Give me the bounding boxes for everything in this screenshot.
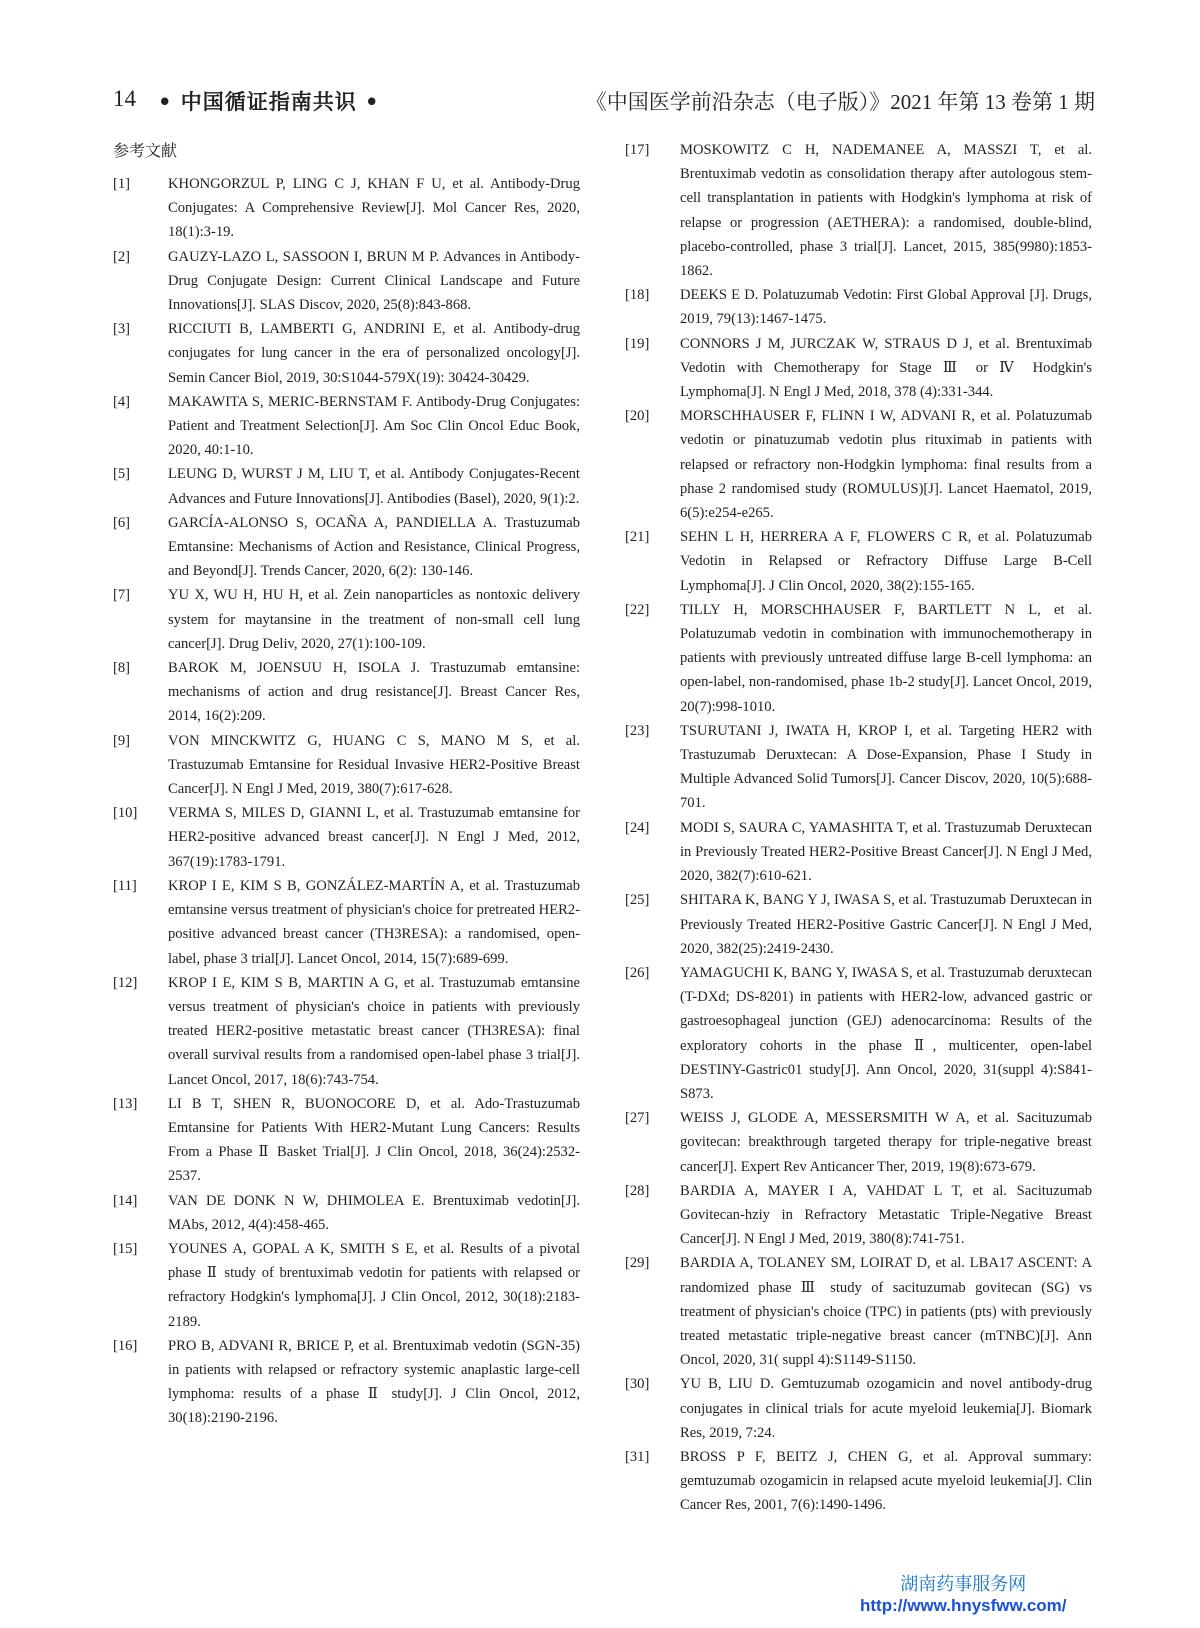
reference-item: [113, 1334, 580, 1431]
reference-number: [21]: [625, 529, 650, 546]
reference-number: [4]: [113, 393, 131, 410]
reference-number: [18]: [625, 287, 650, 304]
reference-item: [113, 462, 580, 510]
reference-number: [27]: [625, 1110, 650, 1127]
reference-number: [30]: [625, 1376, 650, 1393]
section-label: • 中国循证指南共识 •: [158, 90, 380, 114]
reference-text: LI B T, SHEN R, BUONOCORE D, et al. Ado-Trastuzumab Emtansine for Patients With HER2-Mutant Lung Cancers: Results From a Phase Ⅱ Basket Trial[J]. J Clin Oncol, 2018, 36(24):2532-2537.: [168, 1095, 580, 1185]
reference-number: [28]: [625, 1182, 650, 1199]
reference-text: KROP I E, KIM S B, MARTIN A G, et al. Trastuzumab emtansine versus treatment of physician's choice in patients with previously treated HER2-positive metastatic breast cancer (TH3RESA): final overall survival results from a randomised open-label phase 3 trial[J]. Lancet Oncol, 2017, 18(6):743-754.: [168, 974, 580, 1088]
watermark-title: 湖南药事服务网: [900, 1574, 1027, 1595]
reference-text: MAKAWITA S, MERIC-BERNSTAM F. Antibody-Drug Conjugates: Patient and Treatment Selection[J]. Am Soc Clin Oncol Educ Book, 2020, 40:1-10.: [168, 393, 580, 459]
reference-item: [113, 317, 580, 390]
reference-item: [113, 971, 580, 1092]
reference-number: [29]: [625, 1255, 650, 1272]
journal-citation: 《中国医学前沿杂志（电子版）》2021 年第 13 卷第 1 期: [585, 90, 1095, 114]
reference-text: KHONGORZUL P, LING C J, KHAN F U, et al. Antibody-Drug Conjugates: A Comprehensive Review[J]. Mol Cancer Res, 2020, 18(1):3-19.: [168, 176, 580, 241]
watermark-url[interactable]: http://www.hnysfww.com/: [860, 1596, 1067, 1615]
reference-text: BAROK M, JOENSUU H, ISOLA J. Trastuzumab emtansine: mechanisms of action and drug resistance[J]. Breast Cancer Res, 2014, 16(2):209.: [168, 660, 580, 725]
reference-item: [113, 511, 580, 584]
reference-number: [2]: [113, 248, 131, 265]
reference-text: GARCÍA-ALONSO S, OCAÑA A, PANDIELLA A. Trastuzumab Emtansine: Mechanisms of Action and Resistance, Clinical Progress, and Beyond[J]. Trends Cancer, 2020, 6(2): 130-146.: [168, 514, 580, 580]
reference-text: MOSKOWITZ C H, NADEMANEE A, MASSZI T, et al. Brentuximab vedotin as consolidation therapy after autologous stem-cell transplantation in patients with Hodgkin's lymphoma at risk of relapse or progression (AETHERA): a randomised, double-blind, placebo-controlled, phase 3 trial[J]. Lancet, 2015, 385(9980):1853-1862.: [680, 142, 1092, 280]
reference-number: [13]: [113, 1095, 138, 1112]
reference-number: [26]: [625, 964, 650, 981]
reference-item: [625, 404, 1092, 525]
reference-item: [625, 1251, 1092, 1372]
reference-number: [17]: [625, 142, 650, 158]
reference-text: MODI S, SAURA C, YAMASHITA T, et al. Trastuzumab Deruxtecan in Previously Treated HER2-Positive Breast Cancer[J]. N Engl J Med, 2020, 382(7):610-621.: [680, 819, 1092, 885]
reference-item: [625, 961, 1092, 1106]
reference-number: [31]: [625, 1448, 650, 1465]
reference-number: [8]: [113, 660, 131, 677]
reference-item: [625, 816, 1092, 889]
reference-item: [113, 245, 580, 318]
reference-item: [113, 172, 580, 245]
reference-item: [113, 656, 580, 729]
reference-item: [113, 729, 580, 802]
reference-item: [625, 283, 1092, 331]
reference-number: [24]: [625, 819, 650, 836]
reference-item: [625, 1445, 1092, 1518]
reference-text: YAMAGUCHI K, BANG Y, IWASA S, et al. Trastuzumab deruxtecan (T-DXd; DS-8201) in patients with HER2-low, advanced gastric or gastroesophageal junction (GEJ) adenocarcinoma: Results of the exploratory cohorts in the phase Ⅱ, multicenter, open-label DESTINY-Gastric01 study[J]. Ann Oncol, 2020, 31(suppl 4):S841-S873.: [680, 964, 1092, 1102]
right-column: [625, 138, 1092, 1518]
reference-item: [625, 1179, 1092, 1252]
reference-text: GAUZY-LAZO L, SASSOON I, BRUN M P. Advances in Antibody-Drug Conjugate Design: Current Clinical Landscape and Future Innovations[J]. SLAS Discov, 2020, 25(8):843-868.: [168, 248, 580, 314]
reference-text: BARDIA A, MAYER I A, VAHDAT L T, et al. Sacituzumab Govitecan-hziy in Refractory Metastatic Triple-Negative Breast Cancer[J]. N Engl J Med, 2019, 380(8):741-751.: [680, 1182, 1092, 1248]
reference-text: MORSCHHAUSER F, FLINN I W, ADVANI R, et al. Polatuzumab vedotin or pinatuzumab vedotin plus rituximab in patients with relapsed or refractory non-Hodgkin lymphoma: final results from a phase 2 randomised study (ROMULUS)[J]. Lancet Haematol, 2019, 6(5):e254-e265.: [680, 408, 1092, 522]
reference-text: YU B, LIU D. Gemtuzumab ozogamicin and novel antibody-drug conjugates in clinical trials for acute myeloid leukemia[J]. Biomark Res, 2019, 7:24.: [680, 1376, 1092, 1441]
reference-number: [5]: [113, 466, 131, 483]
reference-item: [625, 332, 1092, 405]
reference-number: [3]: [113, 321, 131, 338]
reference-text: LEUNG D, WURST J M, LIU T, et al. Antibody Conjugates-Recent Advances and Future Innovations[J]. Antibodies (Basel), 2020, 9(1):2.: [168, 466, 580, 507]
reference-number: [7]: [113, 587, 131, 604]
page-number: 14: [113, 86, 136, 111]
reference-item: [113, 1237, 580, 1334]
reference-text: SEHN L H, HERRERA A F, FLOWERS C R, et al. Polatuzumab Vedotin in Relapsed or Refractory Diffuse Large B-Cell Lymphoma[J]. J Clin Oncol, 2020, 38(2):155-165.: [680, 529, 1092, 594]
references-title: 参考文献: [113, 141, 178, 160]
reference-number: [20]: [625, 408, 650, 425]
reference-text: CONNORS J M, JURCZAK W, STRAUS D J, et al. Brentuximab Vedotin with Chemotherapy for Stage Ⅲ or Ⅳ Hodgkin's Lymphoma[J]. N Engl J Med, 2018, 378 (4):331-344.: [680, 335, 1092, 401]
reference-text: TSURUTANI J, IWATA H, KROP I, et al. Targeting HER2 with Trastuzumab Deruxtecan: A Dose-Expansion, Phase I Study in Multiple Advanced Solid Tumors[J]. Cancer Discov, 2020, 10(5):688-701.: [680, 722, 1092, 812]
reference-number: [19]: [625, 335, 650, 352]
reference-item: [113, 583, 580, 656]
reference-text: PRO B, ADVANI R, BRICE P, et al. Brentuximab vedotin (SGN-35) in patients with relapsed or refractory systemic anaplastic large-cell lymphoma: results of a phase Ⅱ study[J]. J Clin Oncol, 2012, 30(18):2190-2196.: [168, 1337, 580, 1427]
reference-number: [23]: [625, 722, 650, 739]
reference-text: BARDIA A, TOLANEY SM, LOIRAT D, et al. LBA17 ASCENT: A randomized phase Ⅲ study of sacituzumab govitecan (SG) vs treatment of physician's choice (TPC) in patients (pts) with previously treated metastatic triple-negative breast cancer (mTNBC)[J]. Ann Oncol, 2020, 31( suppl 4):S1149-S1150.: [680, 1255, 1092, 1369]
reference-number: [14]: [113, 1192, 138, 1209]
reference-number: [25]: [625, 892, 650, 909]
left-column: [113, 138, 580, 1431]
reference-item: [113, 390, 580, 463]
reference-number: [10]: [113, 805, 138, 822]
reference-number: [16]: [113, 1337, 138, 1354]
reference-text: TILLY H, MORSCHHAUSER F, BARTLETT N L, et al. Polatuzumab vedotin in combination with immunochemotherapy in patients with previously untreated diffuse large B-cell lymphoma: an open-label, non-randomised, phase 1b-2 study[J]. Lancet Oncol, 2019, 20(7):998-1010.: [680, 601, 1092, 715]
watermark: [860, 1570, 1067, 1616]
reference-text: BROSS P F, BEITZ J, CHEN G, et al. Approval summary: gemtuzumab ozogamicin in relapsed acute myeloid leukemia[J]. Clin Cancer Res, 2001, 7(6):1490-1496.: [680, 1448, 1092, 1514]
reference-item: [113, 874, 580, 971]
reference-item: [625, 719, 1092, 816]
reference-text: SHITARA K, BANG Y J, IWASA S, et al. Trastuzumab Deruxtecan in Previously Treated HER2-Positive Gastric Cancer[J]. N Engl J Med, 2020, 382(25):2419-2430.: [680, 892, 1092, 957]
reference-text: VON MINCKWITZ G, HUANG C S, MANO M S, et al. Trastuzumab Emtansine for Residual Invasive HER2-Positive Breast Cancer[J]. N Engl J Med, 2019, 380(7):617-628.: [168, 732, 580, 798]
reference-item: [113, 1189, 580, 1237]
reference-text: DEEKS E D. Polatuzumab Vedotin: First Global Approval [J]. Drugs, 2019, 79(13):1467-1475.: [680, 287, 1092, 328]
reference-item: [113, 1092, 580, 1189]
reference-item: [625, 598, 1092, 719]
reference-number: [22]: [625, 601, 650, 618]
reference-list-right: [625, 138, 1092, 1518]
reference-item: [625, 888, 1092, 961]
reference-list-left: [113, 172, 580, 1431]
reference-number: [12]: [113, 974, 138, 991]
reference-text: RICCIUTI B, LAMBERTI G, ANDRINI E, et al. Antibody-drug conjugates for lung cancer in the era of personalized oncology[J]. Semin Cancer Biol, 2019, 30:S1044-579X(19): 30424-30429.: [168, 321, 580, 386]
reference-item: [625, 525, 1092, 598]
reference-number: [6]: [113, 514, 131, 531]
reference-text: KROP I E, KIM S B, GONZÁLEZ-MARTÍN A, et al. Trastuzumab emtansine versus treatment of physician's choice for pretreated HER2-positive advanced breast cancer (TH3RESA): a randomised, open-label, phase 3 trial[J]. Lancet Oncol, 2014, 15(7):689-699.: [168, 877, 580, 967]
reference-text: VAN DE DONK N W, DHIMOLEA E. Brentuximab vedotin[J]. MAbs, 2012, 4(4):458-465.: [168, 1192, 580, 1233]
reference-text: WEISS J, GLODE A, MESSERSMITH W A, et al. Sacituzumab govitecan: breakthrough targeted therapy for triple-negative breast cancer[J]. Expert Rev Anticancer Ther, 2019, 19(8):673-679.: [680, 1110, 1092, 1175]
reference-number: [9]: [113, 732, 131, 749]
reference-text: YOUNES A, GOPAL A K, SMITH S E, et al. Results of a pivotal phase Ⅱ study of brentuximab vedotin for patients with relapsed or refractory Hodgkin's lymphoma[J]. J Clin Oncol, 2012, 30(18):2183-2189.: [168, 1240, 580, 1330]
reference-number: [1]: [113, 176, 131, 192]
reference-number: [15]: [113, 1240, 138, 1257]
reference-item: [113, 801, 580, 874]
reference-text: YU X, WU H, HU H, et al. Zein nanoparticles as nontoxic delivery system for maytansine in the treatment of non-small cell lung cancer[J]. Drug Deliv, 2020, 27(1):100-109.: [168, 587, 580, 652]
page-header: [113, 86, 1095, 120]
reference-number: [11]: [113, 877, 137, 894]
reference-item: [625, 138, 1092, 283]
reference-item: [625, 1372, 1092, 1445]
reference-item: [625, 1106, 1092, 1179]
reference-text: VERMA S, MILES D, GIANNI L, et al. Trastuzumab emtansine for HER2-positive advanced breast cancer[J]. N Engl J Med, 2012, 367(19):1783-1791.: [168, 805, 580, 870]
